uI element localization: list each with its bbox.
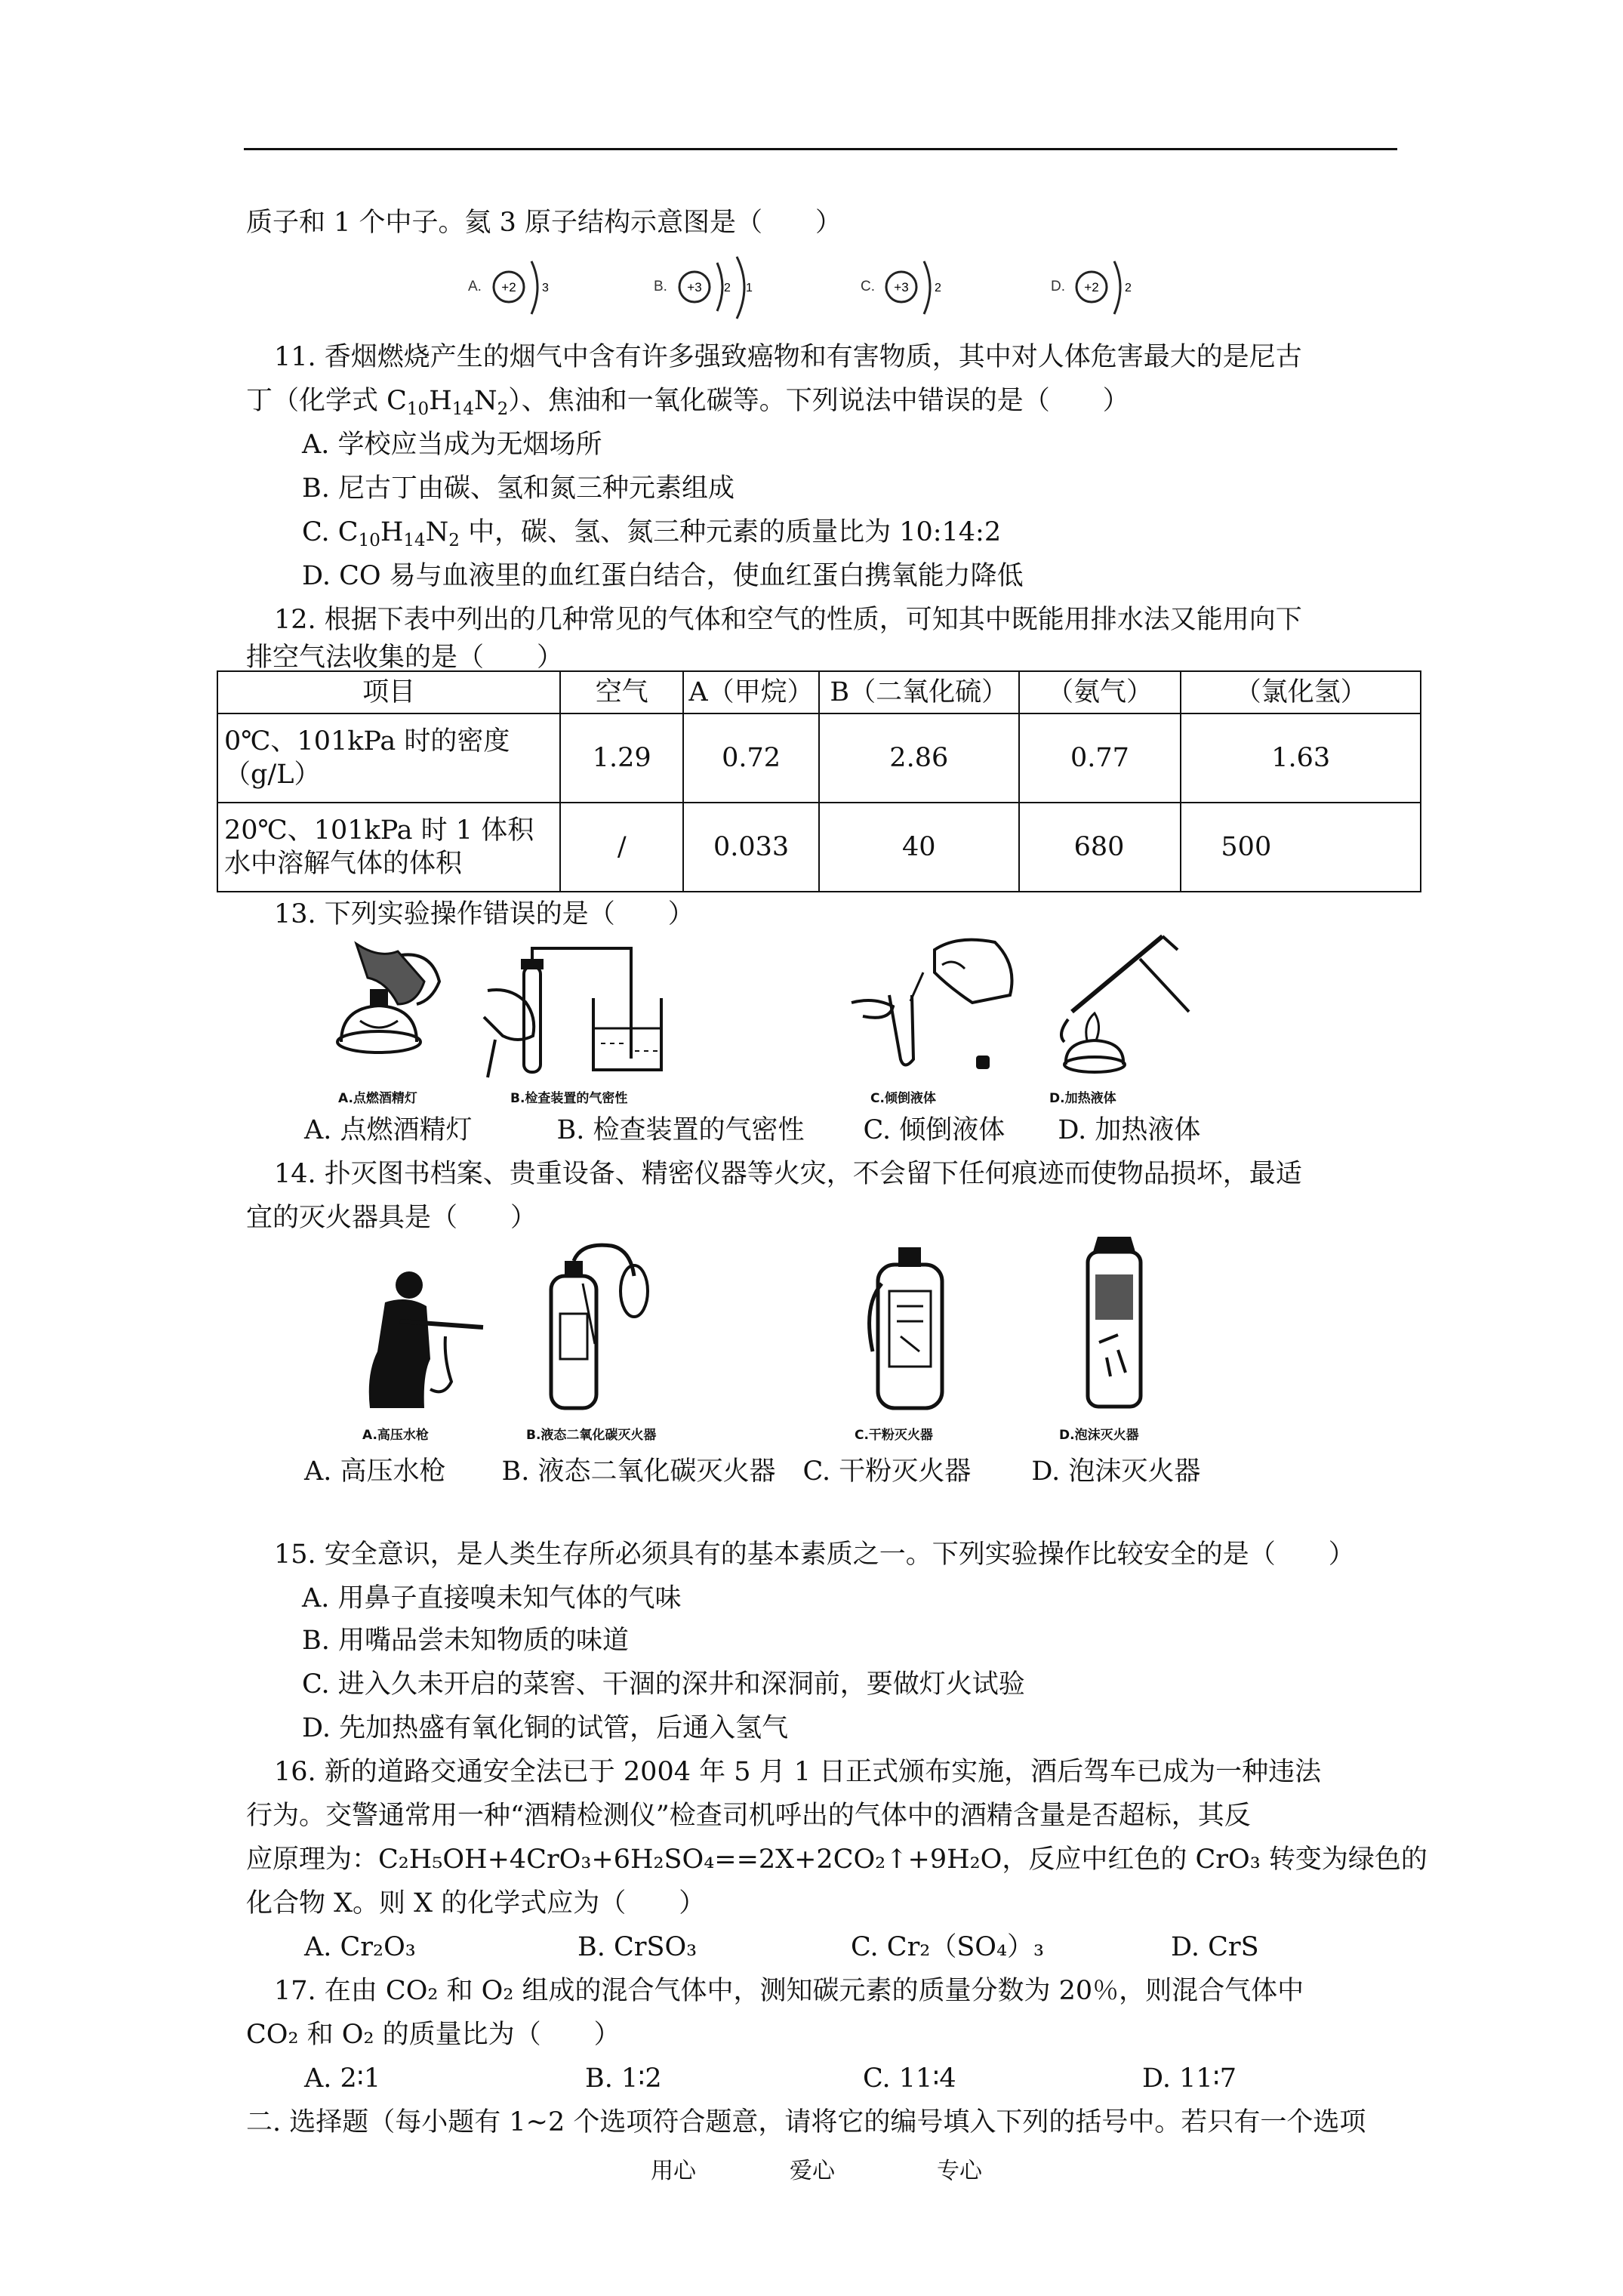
atom-option-label: D. xyxy=(1051,279,1065,294)
atom-option-label: A. xyxy=(468,279,482,294)
q16-stem-line3: 应原理为：C₂H₅OH+4CrO₃+6H₂SO₄==2X+2CO₂↑+9H₂O，反应中红色的 CrO₃ 转变为绿色的 xyxy=(246,1845,1427,1875)
q11-option-a: A. 学校应当成为无烟场所 xyxy=(302,430,602,460)
table-header-cell: （氯化氢） xyxy=(1181,671,1421,713)
table-header-cell: B（二氧化硫） xyxy=(819,671,1019,713)
q11-stem-line2: 丁（化学式 $C_{10}H_{14}N_2$）、焦油和一氧化碳等。下列说法中错误的是（ ） xyxy=(246,386,1129,419)
table-row xyxy=(217,803,1421,892)
q12-stem-line2: 排空气法收集的是（ ） xyxy=(246,643,564,673)
figure-caption: C.倾倒液体 xyxy=(870,1091,936,1106)
q11-stem-line1: 11. 香烟燃烧产生的烟气中含有许多强致癌物和有害物质，其中对人体危害最大的是尼古 xyxy=(274,342,1302,372)
q16-option-b: B. CrSO₃ xyxy=(577,1932,698,1962)
table-cell: 680 xyxy=(1019,803,1181,892)
q14-option-b: B. 液态二氧化碳灭火器 xyxy=(501,1456,776,1487)
atom-nucleus: +2 xyxy=(501,280,516,294)
section-2-heading: 二. 选择题（每小题有 1~2 个选项符合题意，请将它的编号填入下列的括号中。若只有一个选项 xyxy=(246,2107,1366,2137)
q15-option-b: B. 用嘴品尝未知物质的味道 xyxy=(302,1626,629,1656)
q11-option-b: B. 尼古丁由碳、氢和氮三种元素组成 xyxy=(302,473,735,504)
airtightness-check-icon xyxy=(480,945,676,1081)
atom-shell-icon xyxy=(673,255,771,323)
q13-option-b: B. 检查装置的气密性 xyxy=(556,1115,805,1145)
atom-nucleus: +3 xyxy=(894,280,909,294)
atom-nucleus: +2 xyxy=(1084,280,1099,294)
table-cell: 40 xyxy=(819,803,1019,892)
table-header-cell: （氨气） xyxy=(1019,671,1181,713)
q16-option-d: D. CrS xyxy=(1171,1932,1259,1962)
figure-caption: C.干粉灭火器 xyxy=(855,1428,933,1443)
q12-stem-line1: 12. 根据下表中列出的几种常见的气体和空气的性质，可知其中既能用排水法又能用向下 xyxy=(274,605,1302,635)
atom-shell-icon xyxy=(880,255,963,323)
co2-extinguisher-icon xyxy=(528,1238,664,1412)
footer-text: 用心 xyxy=(651,2158,696,2184)
alcohol-lamp-lighting-icon xyxy=(326,936,454,1065)
table-row xyxy=(217,713,1421,803)
q16-option-a: A. Cr₂O₃ xyxy=(304,1932,416,1962)
table-cell: 2.86 xyxy=(819,713,1019,803)
table-header-cell: 项目 xyxy=(217,671,560,713)
table-cell: 0.72 xyxy=(683,713,819,803)
dry-powder-extinguisher-icon xyxy=(859,1231,957,1412)
q16-stem-line1: 16. 新的道路交通安全法已于 2004 年 5 月 1 日正式颁布实施，酒后驾车已成为一种违法 xyxy=(274,1757,1322,1787)
q15-stem: 15. 安全意识，是人类生存所必须具有的基本素质之一。下列实验操作比较安全的是（ ） xyxy=(274,1539,1355,1570)
q17-option-b: B. 1∶2 xyxy=(585,2063,662,2094)
q13-options-row xyxy=(304,1113,1200,1148)
heating-liquid-icon xyxy=(1049,929,1200,1080)
q17-stem-line1: 17. 在由 CO₂ 和 O₂ 组成的混合气体中，测知碳元素的质量分数为 20％，则混合气体中 xyxy=(274,1976,1304,2006)
table-header-row xyxy=(217,671,1421,713)
atom-nucleus: +3 xyxy=(687,280,702,294)
atom-shell-count: 2 xyxy=(724,282,731,294)
table-row-head: 20℃、101kPa 时 1 体积 水中溶解气体的体积 xyxy=(217,803,560,892)
footer-text: 爱心 xyxy=(790,2158,835,2184)
q10-atom-diagrams xyxy=(468,255,1178,331)
q14-stem-line1: 14. 扑灭图书档案、贵重设备、精密仪器等火灾，不会留下任何痕迹而使物品损坏，最适 xyxy=(274,1159,1302,1189)
pouring-liquid-icon xyxy=(844,927,1025,1078)
water-gun-icon xyxy=(355,1268,491,1412)
gas-properties-table xyxy=(217,670,1421,892)
q15-option-a: A. 用鼻子直接嗅未知气体的气味 xyxy=(302,1583,682,1613)
atom-shell-icon xyxy=(1070,255,1153,323)
q13-option-c: C. 倾倒液体 xyxy=(863,1115,1006,1145)
figure-caption: B.液态二氧化碳灭火器 xyxy=(526,1428,657,1443)
atom-option-d xyxy=(1051,255,1164,331)
q17-option-d: D. 11∶7 xyxy=(1142,2063,1236,2094)
table-row-head: 0℃、101kPa 时的密度 （g/L） xyxy=(217,713,560,803)
q17-options-row xyxy=(304,2061,1236,2096)
q11-option-c: C. $C_{10}H_{14}N_2$ 中，碳、氢、氮三种元素的质量比为 10:14:2 xyxy=(302,517,1002,550)
table-cell: 0.033 xyxy=(683,803,819,892)
q15-option-c: C. 进入久未开启的菜窖、干涸的深井和深洞前，要做灯火试验 xyxy=(302,1669,1025,1700)
figure-caption: B.检查装置的气密性 xyxy=(510,1091,628,1106)
atom-option-b xyxy=(654,255,767,331)
q13-option-a: A. 点燃酒精灯 xyxy=(304,1115,473,1145)
figure-caption: A.点燃酒精灯 xyxy=(338,1091,417,1106)
q14-stem-line2: 宜的灭火器具是（ ） xyxy=(246,1203,537,1233)
table-cell: / xyxy=(560,803,683,892)
figure-caption: A.高压水枪 xyxy=(362,1428,429,1443)
q14-option-d: D. 泡沫灭火器 xyxy=(1031,1456,1201,1487)
q13-option-d: D. 加热液体 xyxy=(1058,1115,1201,1145)
q16-stem-line2: 行为。交警通常用一种“酒精检测仪”检查司机呼出的气体中的酒精含量是否超标，其反 xyxy=(246,1801,1251,1831)
footer-text: 专心 xyxy=(937,2158,982,2184)
q16-options-row xyxy=(304,1930,1259,1965)
atom-option-label: C. xyxy=(861,279,875,294)
q14-option-c: C. 干粉灭火器 xyxy=(802,1456,972,1487)
table-cell: 0.77 xyxy=(1019,713,1181,803)
figure-caption: D.加热液体 xyxy=(1049,1091,1116,1106)
table-cell: 1.29 xyxy=(560,713,683,803)
atom-shell-icon xyxy=(488,255,571,323)
q16-stem-line4: 化合物 X。则 X 的化学式应为（ ） xyxy=(246,1888,706,1918)
table-cell: 1.63 xyxy=(1181,713,1421,803)
atom-shell-count: 2 xyxy=(935,282,941,294)
header-rule xyxy=(244,148,1397,150)
table-header-cell: 空气 xyxy=(560,671,683,713)
table-cell: 500 xyxy=(1181,803,1421,892)
atom-shell-count: 3 xyxy=(542,282,549,294)
q16-option-c: C. Cr₂（SO₄）₃ xyxy=(851,1932,1045,1962)
q17-stem-line2: CO₂ 和 O₂ 的质量比为（ ） xyxy=(246,2020,621,2050)
q14-options-row xyxy=(304,1454,1200,1489)
q13-stem: 13. 下列实验操作错误的是（ ） xyxy=(274,899,694,929)
q15-option-d: D. 先加热盛有氧化铜的试管，后通入氢气 xyxy=(302,1713,789,1743)
figure-caption: D.泡沫灭火器 xyxy=(1059,1428,1139,1443)
atom-shell-count: 2 xyxy=(1125,282,1132,294)
q17-option-a: A. 2∶1 xyxy=(304,2063,381,2094)
q11-option-d: D. CO 易与血液里的血红蛋白结合，使血红蛋白携氧能力降低 xyxy=(302,561,1024,591)
table-header-cell: A（甲烷） xyxy=(683,671,819,713)
atom-option-a xyxy=(468,255,581,331)
q14-option-a: A. 高压水枪 xyxy=(304,1456,446,1487)
foam-extinguisher-icon xyxy=(1076,1229,1152,1410)
atom-shell-count: 1 xyxy=(746,282,753,294)
atom-option-label: B. xyxy=(654,279,667,294)
atom-option-c xyxy=(861,255,974,331)
q17-option-c: C. 11∶4 xyxy=(863,2063,956,2094)
q10-tail: 质子和 1 个中子。氦 3 原子结构示意图是（ ） xyxy=(246,208,842,238)
